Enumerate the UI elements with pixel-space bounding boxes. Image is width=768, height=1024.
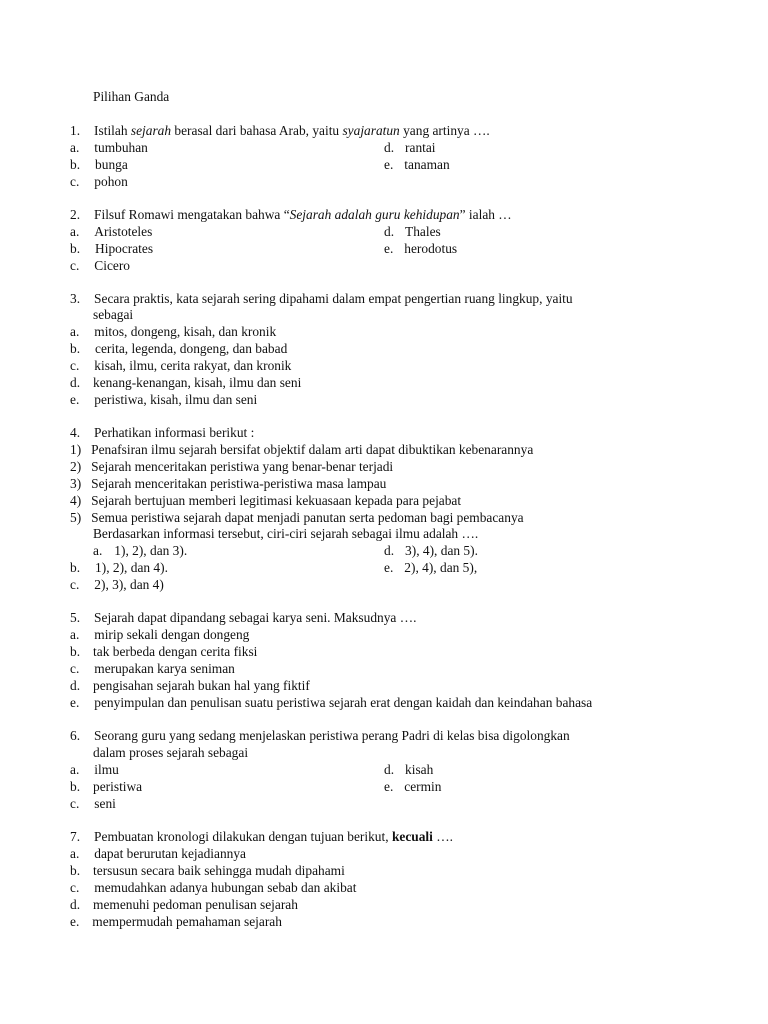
option-text: mitos, dongeng, kisah, dan kronik xyxy=(94,324,277,339)
option-label: a. xyxy=(70,627,80,642)
option-c xyxy=(70,879,356,896)
question-number: 6. xyxy=(70,728,81,743)
option-text: cerita, legenda, dongeng, dan babad xyxy=(95,341,288,356)
option-text: mirip sekali dengan dongeng xyxy=(94,627,250,642)
option-e xyxy=(70,694,592,711)
option-text: pengisahan sejarah bukan hal yang fiktif xyxy=(93,678,310,693)
option-label: c. xyxy=(70,358,80,373)
info-item-3 xyxy=(70,475,386,492)
info-item-2 xyxy=(70,458,393,475)
option-text: tumbuhan xyxy=(94,140,148,155)
option-text: kenang-kenangan, kisah, ilmu dan seni xyxy=(93,375,302,390)
option-label: b. xyxy=(70,779,81,794)
option-e xyxy=(384,240,457,257)
option-label: d. xyxy=(70,678,81,693)
option-label: e. xyxy=(70,914,80,929)
info-label: 1) xyxy=(70,442,82,457)
info-label: 5) xyxy=(70,510,82,525)
option-label: d. xyxy=(384,224,395,239)
option-label: a. xyxy=(70,324,80,339)
option-d xyxy=(70,896,298,913)
option-text: peristiwa xyxy=(93,779,143,794)
option-text: tak berbeda dengan cerita fiksi xyxy=(93,644,258,659)
option-text: Cicero xyxy=(94,258,130,273)
question-number: 3. xyxy=(70,291,81,306)
option-label: b. xyxy=(70,157,81,172)
option-b xyxy=(70,643,257,660)
question-6 xyxy=(70,727,570,744)
question-term: syajaratun xyxy=(342,123,400,138)
question-4-prompt: Berdasarkan informasi tersebut, ciri-ciri sejarah sebagai ilmu adalah …. xyxy=(93,526,479,541)
option-label: c. xyxy=(70,661,80,676)
info-item-5 xyxy=(70,509,524,526)
option-label: a. xyxy=(70,224,80,239)
option-text: rantai xyxy=(405,140,436,155)
option-label: c. xyxy=(70,880,80,895)
question-number: 7. xyxy=(70,829,81,844)
option-text: pohon xyxy=(94,174,128,189)
option-label: e. xyxy=(384,560,394,575)
question-number: 2. xyxy=(70,207,81,222)
option-label: b. xyxy=(70,341,81,356)
option-d xyxy=(70,677,310,694)
option-c xyxy=(70,576,164,593)
option-a xyxy=(70,626,249,643)
option-b xyxy=(70,559,168,576)
option-e xyxy=(384,559,477,576)
option-label: d. xyxy=(70,375,81,390)
question-text: …. xyxy=(432,829,453,844)
option-a xyxy=(70,323,276,340)
option-text: tanaman xyxy=(404,157,450,172)
option-e xyxy=(384,156,450,173)
option-e xyxy=(70,391,257,408)
option-label: d. xyxy=(384,762,395,777)
option-b xyxy=(70,862,345,879)
option-label: b. xyxy=(70,863,81,878)
option-e xyxy=(384,778,441,795)
info-text: Semua peristiwa sejarah dapat menjadi panutan serta pedoman bagi pembacanya xyxy=(91,510,524,525)
option-text: Aristoteles xyxy=(94,224,153,239)
question-text: Perhatikan informasi berikut : xyxy=(94,425,255,440)
question-emphasis: kecuali xyxy=(391,829,433,844)
option-text: 1), 2), dan 4). xyxy=(95,560,168,575)
option-label: d. xyxy=(384,140,395,155)
section-heading: Pilihan Ganda xyxy=(93,89,170,104)
question-4 xyxy=(70,424,254,441)
option-d xyxy=(384,223,441,240)
option-text: Hipocrates xyxy=(95,241,154,256)
option-text: dapat berurutan kejadiannya xyxy=(94,846,246,861)
info-label: 4) xyxy=(70,493,82,508)
option-d xyxy=(384,542,478,559)
option-c xyxy=(70,257,130,274)
option-text: tersusun secara baik sehingga mudah dipahami xyxy=(93,863,345,878)
question-number: 1. xyxy=(70,123,81,138)
option-text: memudahkan adanya hubungan sebab dan akibat xyxy=(94,880,357,895)
info-label: 3) xyxy=(70,476,82,491)
option-a xyxy=(70,845,246,862)
question-number: 5. xyxy=(70,610,81,625)
question-number: 4. xyxy=(70,425,81,440)
info-item-4 xyxy=(70,492,461,509)
question-text: Istilah xyxy=(94,123,131,138)
option-c xyxy=(70,660,235,677)
option-text: seni xyxy=(94,796,116,811)
option-label: d. xyxy=(70,897,81,912)
option-label: a. xyxy=(70,846,80,861)
option-label: e. xyxy=(384,157,394,172)
option-d xyxy=(384,761,433,778)
option-text: peristiwa, kisah, ilmu dan seni xyxy=(94,392,258,407)
option-label: e. xyxy=(384,779,394,794)
question-text: Seorang guru yang sedang menjelaskan peristiwa perang Padri di kelas bisa digolongkan xyxy=(94,728,570,743)
info-text: Sejarah bertujuan memberi legitimasi kekuasaan kepada para pejabat xyxy=(91,493,462,508)
option-text: mempermudah pemahaman sejarah xyxy=(92,914,282,929)
option-text: merupakan karya seniman xyxy=(94,661,235,676)
question-5 xyxy=(70,609,416,626)
question-1 xyxy=(70,122,490,139)
option-a xyxy=(70,223,152,240)
info-label: 2) xyxy=(70,459,82,474)
option-label: e. xyxy=(70,695,80,710)
question-term: sejarah xyxy=(130,123,172,138)
option-b xyxy=(70,778,142,795)
option-text: bunga xyxy=(95,157,128,172)
option-label: c. xyxy=(70,174,80,189)
option-text: kisah, ilmu, cerita rakyat, dan kronik xyxy=(94,358,292,373)
option-a xyxy=(93,542,187,559)
info-text: Sejarah menceritakan peristiwa-peristiwa masa lampau xyxy=(91,476,387,491)
option-d xyxy=(384,139,436,156)
option-label: b. xyxy=(70,241,81,256)
option-text: 1), 2), dan 3). xyxy=(114,543,188,558)
option-text: Thales xyxy=(405,224,441,239)
option-c xyxy=(70,173,128,190)
option-e xyxy=(70,913,282,930)
option-label: b. xyxy=(70,644,81,659)
option-text: 2), 4), dan 5), xyxy=(404,560,478,575)
question-text: Pembuatan kronologi dilakukan dengan tujuan berikut, xyxy=(94,829,392,844)
option-b xyxy=(70,340,287,357)
option-label: c. xyxy=(70,258,80,273)
option-label: a. xyxy=(93,543,103,558)
option-a xyxy=(70,139,148,156)
option-label: d. xyxy=(384,543,395,558)
question-text: ” ialah … xyxy=(459,207,512,222)
question-3 xyxy=(70,290,573,307)
option-text: herodotus xyxy=(404,241,458,256)
question-quote: Sejarah adalah guru kehidupan xyxy=(289,207,460,222)
question-6-continued: dalam proses sejarah sebagai xyxy=(93,745,249,760)
option-label: a. xyxy=(70,762,80,777)
option-label: c. xyxy=(70,577,80,592)
question-text: Sejarah dapat dipandang sebagai karya seni. Maksudnya …. xyxy=(94,610,417,625)
question-text: Secara praktis, kata sejarah sering dipahami dalam empat pengertian ruang lingkup, yaitu xyxy=(94,291,573,306)
option-text: 2), 3), dan 4) xyxy=(94,577,164,592)
info-text: Sejarah menceritakan peristiwa yang benar-benar terjadi xyxy=(91,459,394,474)
option-b xyxy=(70,156,128,173)
option-label: a. xyxy=(70,140,80,155)
option-c xyxy=(70,357,291,374)
info-item-1 xyxy=(70,441,533,458)
option-text: 3), 4), dan 5). xyxy=(405,543,478,558)
option-b xyxy=(70,240,153,257)
option-text: ilmu xyxy=(94,762,119,777)
option-text: memenuhi pedoman penulisan sejarah xyxy=(93,897,298,912)
info-text: Penafsiran ilmu sejarah bersifat objektif dalam arti dapat dibuktikan kebenarannya xyxy=(91,442,534,457)
question-3-continued: sebagai xyxy=(93,307,134,322)
option-d xyxy=(70,374,301,391)
question-text: berasal dari bahasa Arab, yaitu xyxy=(171,123,343,138)
question-7 xyxy=(70,828,453,845)
question-2 xyxy=(70,206,512,223)
option-a xyxy=(70,761,119,778)
question-text: yang artinya …. xyxy=(399,123,490,138)
option-label: b. xyxy=(70,560,81,575)
question-text: Filsuf Romawi mengatakan bahwa “ xyxy=(94,207,290,222)
option-text: penyimpulan dan penulisan suatu peristiwa sejarah erat dengan kaidah dan keindahan bahasa xyxy=(94,695,593,710)
option-c xyxy=(70,795,116,812)
option-text: cermin xyxy=(404,779,442,794)
option-label: c. xyxy=(70,796,80,811)
option-text: kisah xyxy=(405,762,434,777)
option-label: e. xyxy=(384,241,394,256)
option-label: e. xyxy=(70,392,80,407)
